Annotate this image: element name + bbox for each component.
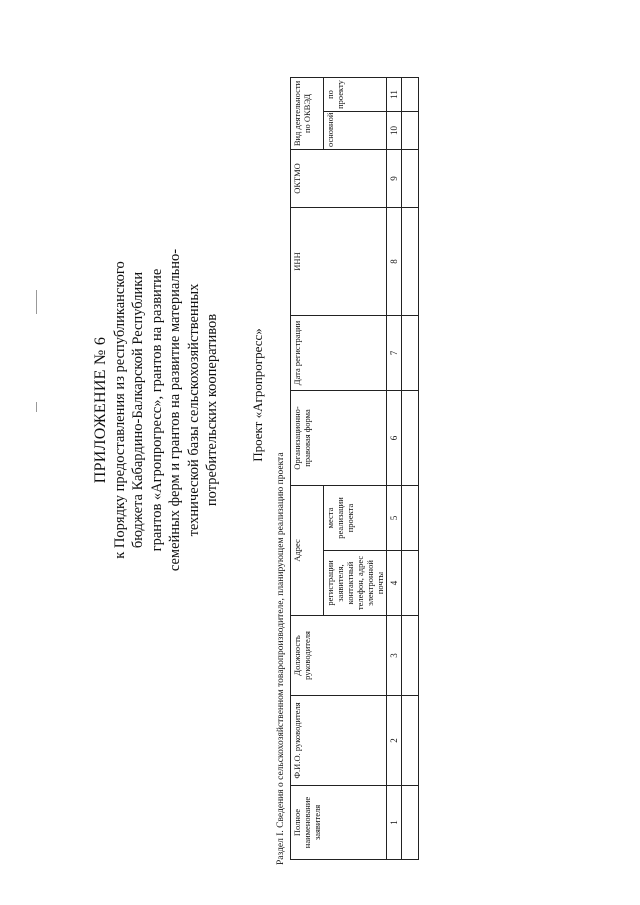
column-number: 3	[387, 616, 402, 696]
appendix-line: бюджета Кабардино-Балкарской Республики	[130, 271, 146, 549]
appendix-line: технической базы сельскохозяйственных	[185, 283, 202, 537]
number-row	[387, 77, 402, 859]
header-okved-project: по проекту	[324, 77, 387, 111]
project-title: Проект «Агропрогресс»	[250, 328, 265, 462]
column-number: 5	[387, 485, 402, 550]
column-number: 2	[387, 696, 402, 786]
empty-cell	[402, 315, 419, 390]
empty-cell	[402, 616, 419, 696]
column-number: 6	[387, 390, 402, 485]
empty-cell	[402, 111, 419, 149]
applicant-table	[290, 77, 419, 860]
column-number: 1	[387, 786, 402, 860]
appendix-title: ПРИЛОЖЕНИЕ № 6	[92, 336, 109, 484]
appendix-line: к Порядку предоставления из республиканского	[111, 261, 128, 559]
header-legal-form: Организационно-правовая форма	[291, 390, 387, 485]
header-row	[291, 77, 324, 859]
empty-cell	[402, 786, 419, 860]
header-address-registration: регистрации заявителя, контактный телефон, адрес электронной почты	[324, 551, 387, 616]
empty-cell	[402, 390, 419, 485]
header-director-position: Должность руководителя	[291, 616, 387, 696]
header-reg-date: Дата регистрации	[291, 315, 387, 390]
column-number: 11	[387, 77, 402, 111]
header-director-name: Ф.И.О. руководителя	[291, 696, 387, 786]
header-address-implementation: места реализации проекта	[324, 485, 387, 550]
column-number: 8	[387, 207, 402, 315]
appendix-heading	[92, 130, 222, 690]
header-okved-main: основной	[324, 111, 387, 149]
empty-cell	[402, 551, 419, 616]
appendix-line: семейных ферм и грантов на развитие материально-	[167, 248, 183, 572]
empty-cell	[402, 149, 419, 207]
empty-cell	[402, 485, 419, 550]
header-full-name: Полное наименование заявителя	[291, 786, 387, 860]
header-inn: ИНН	[291, 207, 387, 315]
appendix-line: грантов «Агропрогресс», грантов на развитие	[148, 268, 165, 552]
column-number: 7	[387, 315, 402, 390]
empty-cell	[402, 696, 419, 786]
column-number: 10	[387, 111, 402, 149]
header-okved: Вид деятельности по ОКВЭД	[291, 77, 324, 149]
header-oktmo: ОКТМО	[291, 149, 387, 207]
section-title: Раздел I. Сведения о сельскохозяйственном товаропроизводителе, планирующем реализацию проекта	[276, 452, 286, 865]
column-number: 4	[387, 551, 402, 616]
column-number: 9	[387, 149, 402, 207]
header-address: Адрес	[291, 485, 324, 615]
empty-cell	[402, 77, 419, 111]
appendix-line: потребительских кооперативов	[204, 313, 220, 507]
empty-cell	[402, 207, 419, 315]
empty-data-row	[402, 77, 419, 859]
